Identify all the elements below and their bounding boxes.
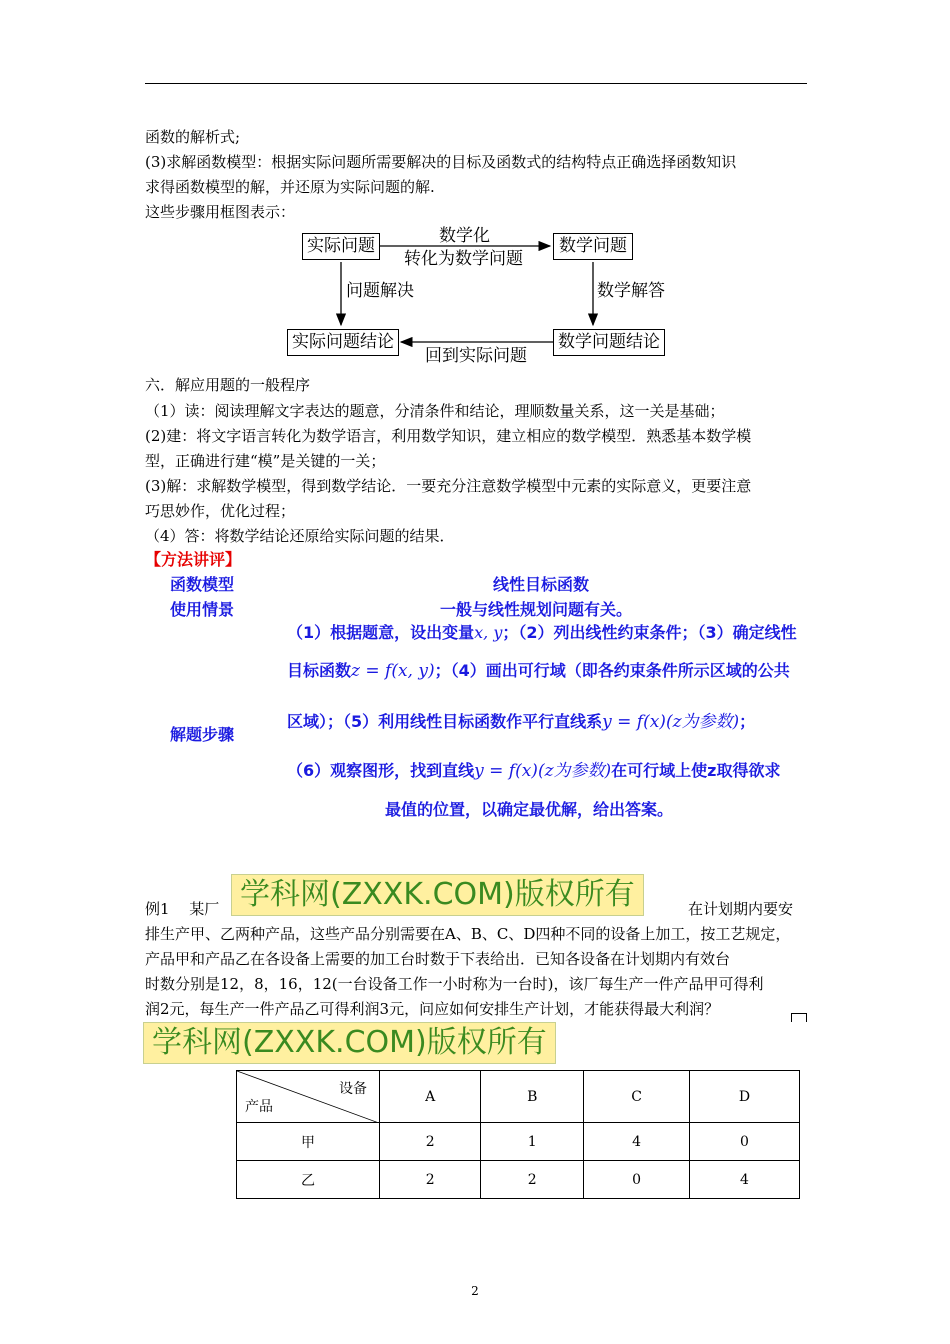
step-line-1: （1）根据题意，设出变量x, y；（2）列出线性约束条件；（3）确定线性 [287, 623, 797, 642]
text-line: 型，正确进行建“模”是关键的一关； [145, 452, 386, 470]
step-line-4: （6）观察图形，找到直线y = f(x)(z为参数)在可行域上使z取得欲求 [287, 761, 781, 781]
column-header: D [690, 1071, 800, 1123]
flow-label-solve: 问题解决 [346, 281, 414, 301]
equipment-hours-table [236, 1070, 800, 1199]
label-use-case: 使用情景 [170, 600, 235, 619]
text-line: 巧思妙作，优化过程； [145, 502, 296, 520]
flow-box-math-conclusion: 数学问题结论 [553, 329, 665, 356]
corner-label-equipment: 设备 [339, 1080, 367, 1097]
watermark-banner: 学科网(ZXXK.COM)版权所有 [231, 874, 644, 916]
column-header: A [380, 1071, 481, 1123]
table-cell: 0 [584, 1161, 690, 1199]
method-header: 【方法讲评】 [145, 550, 242, 569]
flow-label-math-answer: 数学解答 [597, 281, 665, 301]
table-cell: 2 [481, 1161, 584, 1199]
example-line: 时数分别是12，8，16，12(一台设备工作一小时称为一台时)，该厂每生产一件产品甲可得利 [145, 975, 764, 993]
row-label: 乙 [237, 1161, 380, 1199]
example-line: 在计划期内要安 [688, 900, 794, 918]
section-heading: 六．解应用题的一般程序 [145, 376, 311, 394]
table-cell: 1 [481, 1123, 584, 1161]
flow-box-real-problem: 实际问题 [302, 233, 380, 260]
table-corner-cell [237, 1071, 380, 1123]
example-line: 产品甲和产品乙在各设备上需要的加工台时数于下表给出．已知各设备在计划期内有效台 [145, 950, 731, 968]
text-line: 函数的解析式; [145, 128, 241, 146]
table-cell: 4 [584, 1123, 690, 1161]
text-line: (3)求解函数模型：根据实际问题所需要解决的目标及函数式的结构特点正确选择函数知识 [145, 153, 737, 171]
text-line: 求得函数模型的解，并还原为实际问题的解. [145, 178, 435, 196]
table-cell: 4 [690, 1161, 800, 1199]
label-function-model: 函数模型 [170, 575, 235, 594]
corner-label-product: 产品 [245, 1098, 273, 1115]
example-line: 润2元，每生产一件产品乙可得利润3元，问应如何安排生产计划，才能获得最大利润？ [145, 1000, 720, 1018]
step-line-5: 最值的位置，以确定最优解，给出答案。 [385, 800, 674, 819]
step-line-3: 区域）；（5）利用线性目标函数作平行直线系y = f(x)(z为参数)； [287, 712, 756, 732]
row-label: 甲 [237, 1123, 380, 1161]
label-solving-steps: 解题步骤 [170, 725, 235, 744]
column-header: C [584, 1071, 690, 1123]
text-line: 这些步骤用框图表示： [145, 203, 296, 221]
table-row [237, 1123, 800, 1161]
table-cell: 0 [690, 1123, 800, 1161]
text-line: （1）读：阅读理解文字表达的题意，分清条件和结论，理顺数量关系，这一关是基础； [145, 402, 725, 420]
flow-label-convert: 转化为数学问题 [404, 249, 523, 269]
column-header: B [481, 1071, 584, 1123]
value-function-model: 线性目标函数 [493, 575, 590, 594]
text-line: (3)解：求解数学模型，得到数学结论．一要充分注意数学模型中元素的实际意义，更要注意 [145, 477, 752, 495]
flow-label-return: 回到实际问题 [425, 346, 527, 366]
flow-box-real-conclusion: 实际问题结论 [287, 329, 399, 356]
text-line: (2)建：将文字语言转化为数学语言，利用数学知识，建立相应的数学模型．熟悉基本数学模 [145, 427, 752, 445]
flow-label-mathematize: 数学化 [439, 226, 490, 246]
step-line-2: 目标函数z = f(x, y)；（4）画出可行域（即各约束条件所示区域的公共 [287, 661, 790, 681]
table-row [237, 1161, 800, 1199]
example-line: 排生产甲、乙两种产品，这些产品分别需要在A、B、C、D四种不同的设备上加工，按工艺规定， [145, 925, 791, 943]
page-number: 2 [471, 1284, 479, 1298]
flow-arrows [0, 0, 950, 400]
corner-mark [791, 1013, 807, 1022]
table-cell: 2 [380, 1161, 481, 1199]
value-use-case: 一般与线性规划问题有关。 [440, 600, 633, 619]
table-cell: 2 [380, 1123, 481, 1161]
example-line: 例1 某厂 [145, 900, 220, 918]
flow-box-math-problem: 数学问题 [553, 233, 633, 260]
text-line: （4）答：将数学结论还原给实际问题的结果． [145, 527, 455, 545]
watermark-banner: 学科网(ZXXK.COM)版权所有 [143, 1022, 556, 1064]
